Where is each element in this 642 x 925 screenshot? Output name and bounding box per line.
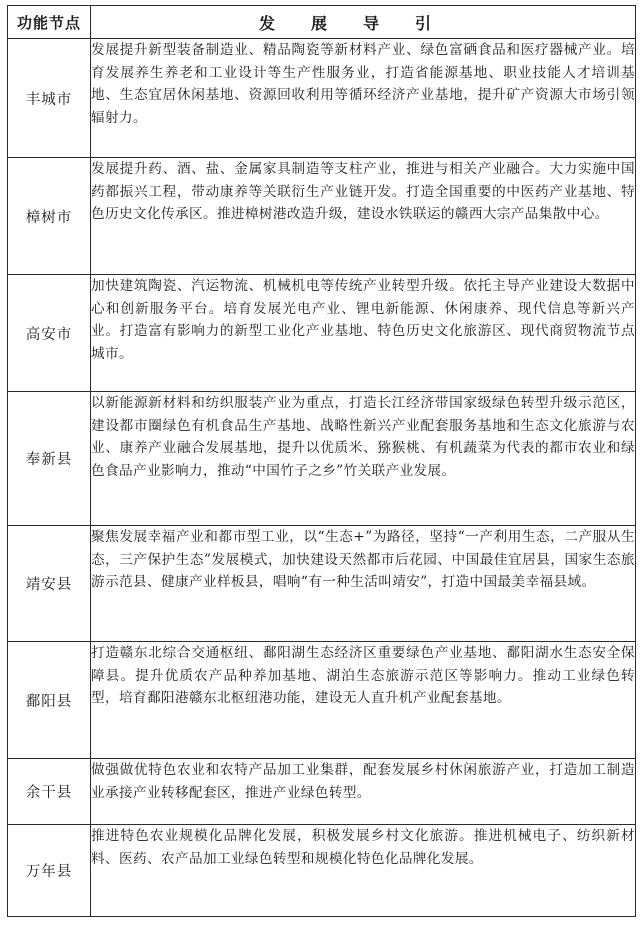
guide-text: 发展提升新型装备制造业、精品陶瓷等新材料产业、绿色富硒食品和医疗器械产业。培育发展养生养老和工业设计等生产性服务业，打造省能源基地、职业技能人才培训基地、生态宜居休闲基地、资源回收利用等循环经济产业基地，提升矿产资源大市场引领辐射力。 bbox=[91, 39, 636, 158]
node-name: 余干县 bbox=[8, 759, 91, 825]
node-name: 鄱阳县 bbox=[8, 642, 91, 759]
node-name: 奉新县 bbox=[8, 392, 91, 526]
table-row bbox=[8, 158, 636, 275]
guide-text: 推进特色农业规模化品牌化发展，积极发展乡村文化旅游。推进机械电子、纺织新材料、医药、农产品加工业绿色转型和规模化特色化品牌化发展。 bbox=[91, 825, 636, 917]
guide-text: 以新能源新材料和纺织服装产业为重点，打造长江经济带国家级绿色转型升级示范区，建设都市圈绿色有机食品生产基地、战略性新兴产业配套服务基地和生态文化旅游与农业、康养产业融合发展基地，提升以优质米、猕猴桃、有机蔬菜为代表的都市农业和绿色食品产业影响力，推动“中国竹子之乡”竹关联产业发展。 bbox=[91, 392, 636, 526]
node-name: 樟树市 bbox=[8, 158, 91, 275]
table-header-row bbox=[8, 6, 636, 39]
table-row bbox=[8, 39, 636, 158]
node-name: 高安市 bbox=[8, 275, 91, 392]
header-function-node: 功能节点 bbox=[8, 6, 91, 39]
table-row bbox=[8, 759, 636, 825]
guide-text: 聚焦发展幸福产业和都市型工业，以“生态+”为路径，坚持“一产利用生态，二产服从生态，三产保护生态”发展模式，加快建设天然都市后花园、中国最佳宜居县，国家生态旅游示范县、健康产业样板县，唱响“有一种生活叫靖安”，打造中国最美幸福县域。 bbox=[91, 526, 636, 642]
table-row bbox=[8, 642, 636, 759]
guide-text: 打造赣东北综合交通枢纽、鄱阳湖生态经济区重要绿色产业基地、鄱阳湖水生态安全保障县。提升优质农产品种养加基地、湖泊生态旅游示范区等影响力。推动工业绿色转型，培育鄱阳港赣东北枢纽港功能，建设无人直升机产业配套基地。 bbox=[91, 642, 636, 759]
node-name: 靖安县 bbox=[8, 526, 91, 642]
node-name: 丰城市 bbox=[8, 39, 91, 158]
table-row bbox=[8, 392, 636, 526]
guide-text: 加快建筑陶瓷、汽运物流、机械机电等传统产业转型升级。依托主导产业建设大数据中心和创新服务平台。培育发展光电产业、锂电新能源、休闲康养、现代信息等新兴产业。打造富有影响力的新型工业化产业基地、特色历史文化旅游区、现代商贸物流节点城市。 bbox=[91, 275, 636, 392]
table-row bbox=[8, 526, 636, 642]
guide-text: 发展提升药、酒、盐、金属家具制造等支柱产业，推进与相关产业融合。大力实施中国药都振兴工程，带动康养等关联衍生产业链开发。打造全国重要的中医药产业基地、特色历史文化传承区。推进樟树港改造升级，建设水铁联运的赣西大宗产品集散中心。 bbox=[91, 158, 636, 275]
table-row bbox=[8, 275, 636, 392]
guide-text: 做强做优特色农业和农特产品加工业集群，配套发展乡村休闲旅游产业，打造加工制造业承接产业转移配套区，推进产业绿色转型。 bbox=[91, 759, 636, 825]
node-name: 万年县 bbox=[8, 825, 91, 917]
development-guide-table bbox=[7, 5, 636, 917]
header-development-guide: 发展导引 bbox=[91, 6, 636, 39]
table-row bbox=[8, 825, 636, 917]
